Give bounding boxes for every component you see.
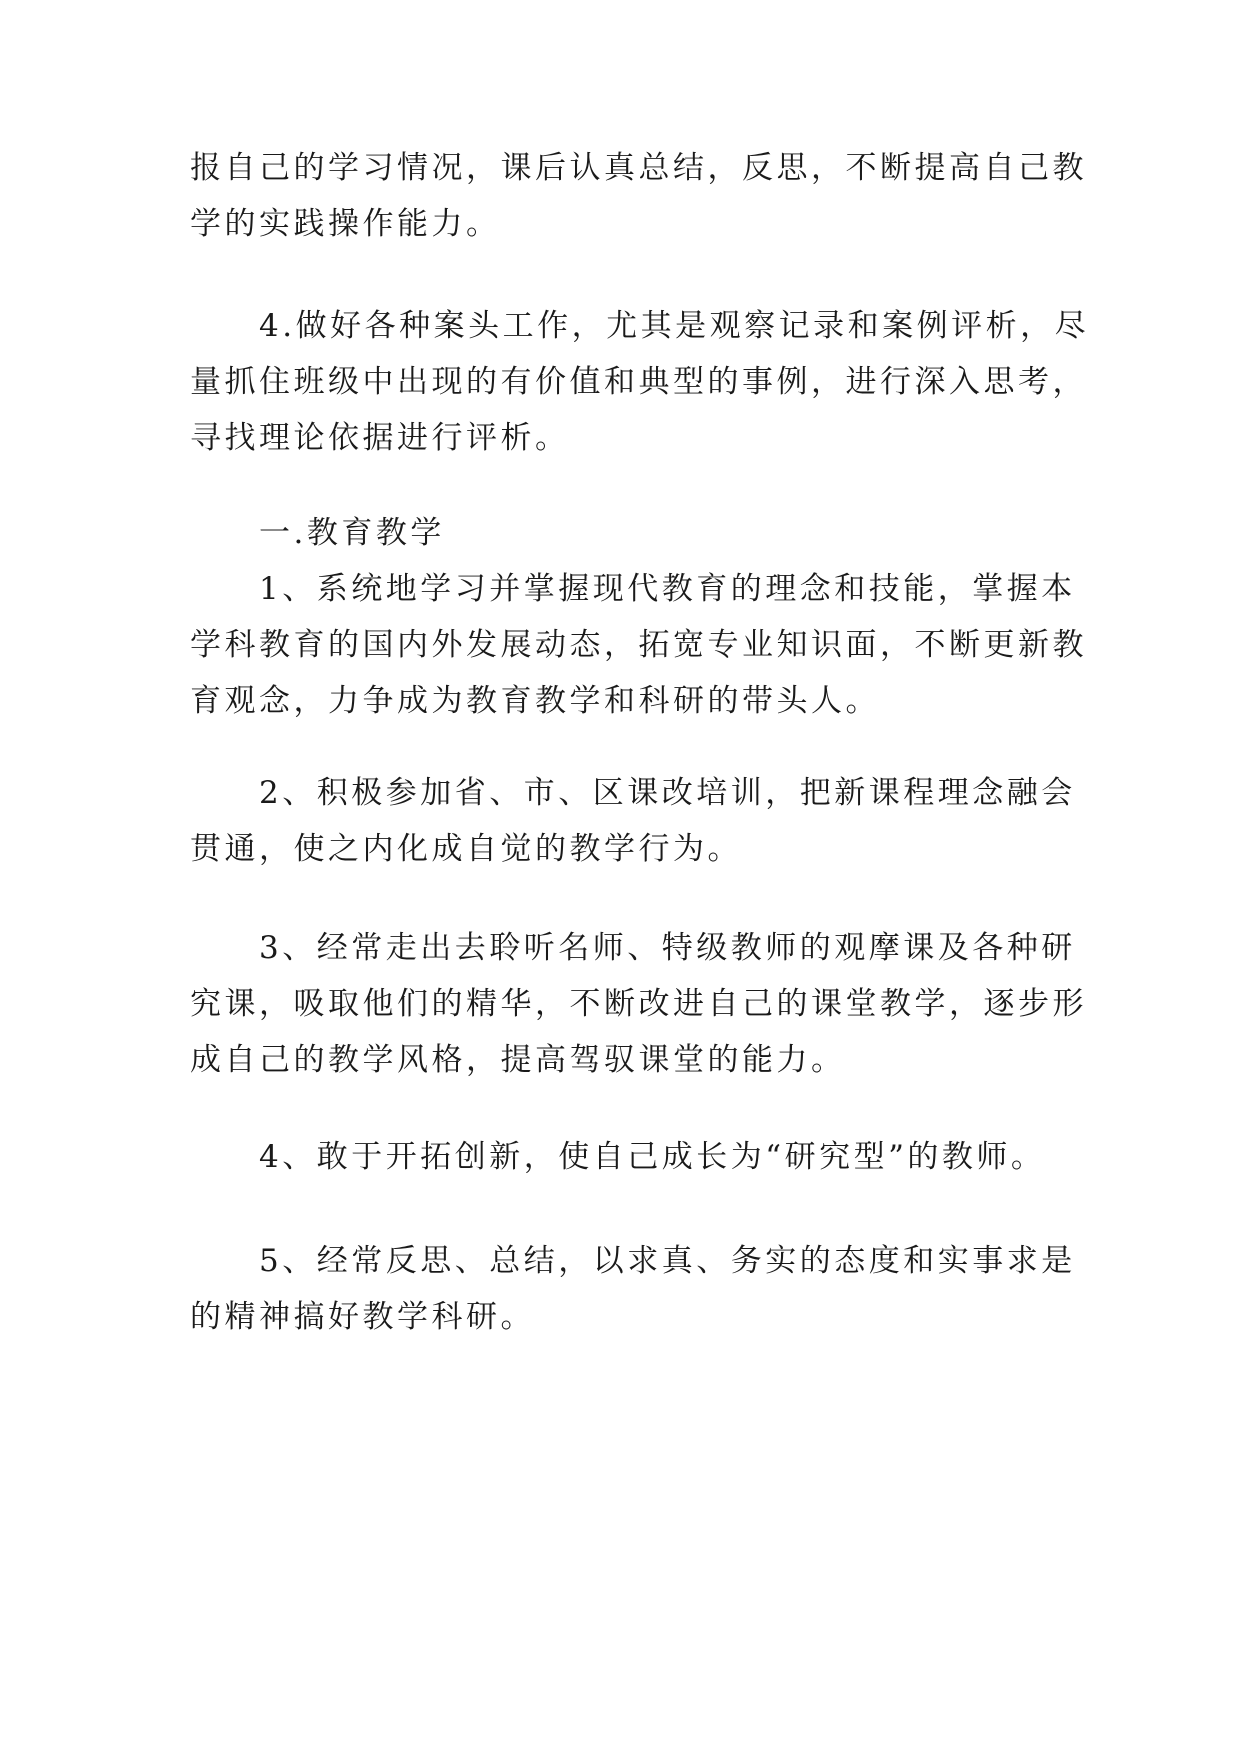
paragraph-continued [190, 140, 1087, 252]
paragraph-item-5 [190, 1233, 1076, 1345]
text-line: 4、敢于开拓创新，使自己成长为“研究型”的教师。 [190, 1139, 1046, 1175]
text-line: 学的实践操作能力。 [190, 206, 501, 242]
section-heading: 一.教育教学 [190, 515, 445, 551]
text-line: 1、系统地学习并掌握现代教育的理念和技能，掌握本 [190, 571, 1076, 607]
text-line: 2、积极参加省、市、区课改培训，把新课程理念融会 [190, 775, 1076, 811]
paragraph-item-3 [190, 920, 1087, 1088]
paragraph-section-education [190, 505, 1087, 729]
text-line: 5、经常反思、总结，以求真、务实的态度和实事求是 [190, 1243, 1076, 1279]
text-line: 的精神搞好教学科研。 [190, 1299, 535, 1335]
text-line: 寻找理论依据进行评析。 [190, 420, 570, 456]
paragraph-item-4 [190, 1129, 1050, 1185]
paragraph-item-2 [190, 765, 1076, 877]
text-line: 贯通，使之内化成自觉的教学行为。 [190, 831, 742, 867]
text-line: 报自己的学习情况，课后认真总结，反思，不断提高自己教 [190, 150, 1087, 186]
text-line: 究课，吸取他们的精华，不断改进自己的课堂教学，逐步形 [190, 986, 1087, 1022]
text-line: 量抓住班级中出现的有价值和典型的事例，进行深入思考， [190, 364, 1087, 400]
text-line: 4.做好各种案头工作，尤其是观察记录和案例评析，尽 [190, 308, 1090, 344]
paragraph-item-4-dot [190, 298, 1090, 466]
text-line: 成自己的教学风格，提高驾驭课堂的能力。 [190, 1042, 846, 1078]
text-line: 3、经常走出去聆听名师、特级教师的观摩课及各种研 [190, 930, 1076, 966]
text-line: 育观念，力争成为教育教学和科研的带头人。 [190, 683, 880, 719]
text-line: 学科教育的国内外发展动态，拓宽专业知识面，不断更新教 [190, 627, 1087, 663]
